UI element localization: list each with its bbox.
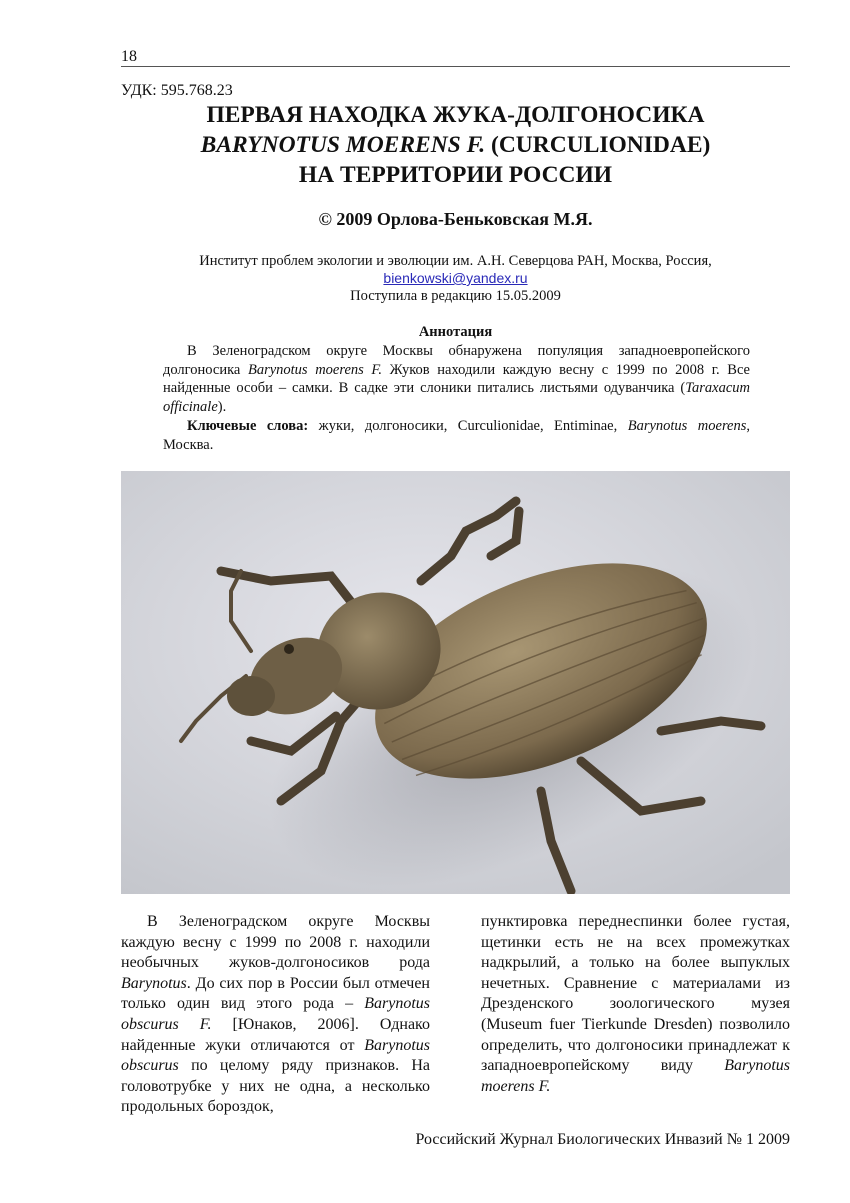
body-text: пунктировка переднеспинки более густая, щетинки есть не на всех промежутках надкрылий, а только на более выпуклых нечетных. Сравнение с материалами из Дрезденского зоологического музея (Museum fuer Tierkunde Dresden) позволило определить, что долгоносики принадлежат к западноевропейскому виду <box>481 913 790 1075</box>
received-date: Поступила в редакцию 15.05.2009 <box>350 288 561 304</box>
body-column-right <box>481 912 790 1097</box>
keywords-paragraph <box>163 417 750 454</box>
author-byline: © 2009 Орлова-Беньковская М.Я. <box>318 209 593 229</box>
body-text: по целому ряду признаков. На головотрубке у них не одна, а несколько продольных бороздок, <box>121 1057 430 1116</box>
keywords-text: , Москва. <box>163 417 751 453</box>
abstract-paragraph <box>163 342 750 417</box>
genus-name: Barynotus <box>121 974 187 992</box>
abstract-heading: Аннотация <box>418 324 493 340</box>
abstract-body <box>163 342 750 454</box>
keywords-label: Ключевые слова: <box>187 417 309 434</box>
title-family: (CURCULIONIDAE) <box>485 132 711 158</box>
weevil-photo <box>121 471 790 894</box>
journal-footer: Российский Журнал Биологических Инвазий № 1 2009 <box>415 1131 790 1148</box>
title-species: BARYNOTUS MOERENS F. <box>200 132 486 158</box>
keywords-text: жуки, долгоносики, Curculionidae, Entiminae, <box>308 417 628 434</box>
body-text: . До сих пор в России был отмечен только один вид этого рода – <box>121 974 430 1013</box>
species-name: Barynotus moerens F. <box>481 1057 790 1095</box>
species-name: Barynotus obscurus F. <box>121 995 430 1033</box>
abstract-text: В Зеленоградском округе Москвы обнаружена популяция западноевропейского долгоносика <box>163 343 750 378</box>
body-text: В Зеленоградском округе Москвы каждую весну с 1999 по 2008 г. находили необычных жуков-долгоносиков рода <box>121 913 430 972</box>
body-paragraph <box>121 912 430 1118</box>
page-number: 18 <box>121 48 137 65</box>
author-email-link[interactable]: bienkowski@yandex.ru <box>383 270 528 286</box>
article-title <box>121 100 790 190</box>
institute-text: Институт проблем экологии и эволюции им. А.Н. Северцова РАН, Москва, Россия, <box>199 253 712 269</box>
abstract-species: Barynotus moerens F. <box>247 361 383 378</box>
title-line-2 <box>121 130 790 160</box>
header-rule <box>121 66 790 67</box>
title-line-1: ПЕРВАЯ НАХОДКА ЖУКА-ДОЛГОНОСИКА <box>206 102 705 128</box>
keywords-species: Barynotus moerens <box>627 417 747 434</box>
abstract-plant-name: Taraxacum officinale <box>163 380 750 416</box>
abstract-text: ). <box>217 399 227 416</box>
body-paragraph <box>481 912 790 1097</box>
body-text: [Юнаков, 2006]. Однако найденные жуки отличаются от <box>121 1015 431 1054</box>
affiliation-block <box>121 253 790 305</box>
species-name: Barynotus obscurus <box>121 1036 430 1075</box>
udk-code: УДК: 595.768.23 <box>121 82 233 99</box>
abstract-text: Жуков находили каждую весну с 1999 по 2008 г. Все найденные особи – самки. В садке эти слоники питались листьями одуванчика ( <box>163 361 750 397</box>
title-line-3: НА ТЕРРИТОРИИ РОССИИ <box>298 162 613 188</box>
body-column-left <box>121 912 430 1118</box>
